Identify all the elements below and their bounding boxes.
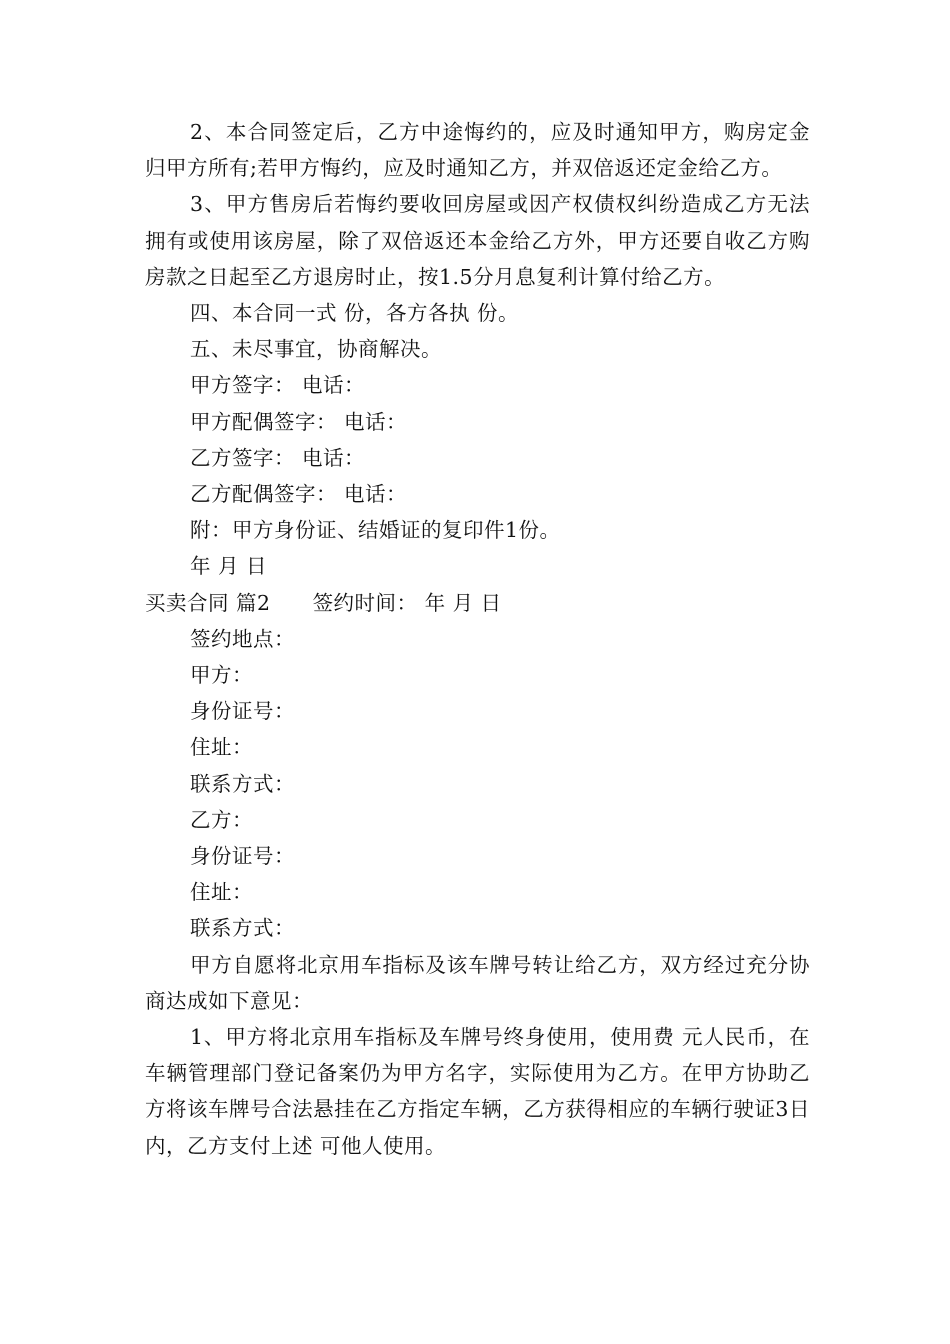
field-party-a: 甲方： — [190, 663, 253, 688]
field-party-b: 乙方： — [190, 807, 253, 832]
sign-time: 签约时间： 年 月 日 — [312, 590, 502, 615]
clause-3: 3、甲方售房后若悔约要收回房屋或因产权债权纠纷造成乙方无法拥有或使用该房屋，除了双倍返还本金给乙方外，甲方还要自收乙方购房款之日起至乙方退房时止，按1.5分月息复利计算付给乙方。 — [145, 192, 810, 289]
attachment-note: 附：甲方身份证、结婚证的复印件1份。 — [190, 518, 561, 543]
field-party-a-contact: 联系方式： — [190, 771, 295, 796]
party-a-signature: 甲方签字： 电话： — [190, 373, 366, 398]
clause-unresolved: 五、未尽事宜，协商解决。 — [190, 337, 442, 362]
date-line: 年 月 日 — [190, 554, 268, 579]
transfer-clause-1: 1、甲方将北京用车指标及车牌号终身使用，使用费 元人民币，在车辆管理部门登记备案仍为甲方名字，实际使用为乙方。在甲方协助乙方将该车牌号合法悬挂在乙方指定车辆，乙方获得相应的车辆行驶证3日内，乙方支付上述 可他人使用。 — [145, 1025, 810, 1158]
field-party-a-id: 身份证号： — [190, 699, 295, 724]
party-a-spouse-signature: 甲方配偶签字： 电话： — [190, 409, 408, 434]
party-b-spouse-signature: 乙方配偶签字： 电话： — [190, 482, 408, 507]
field-party-b-contact: 联系方式： — [190, 916, 295, 941]
field-party-a-address: 住址： — [190, 735, 253, 760]
clause-copies: 四、本合同一式 份，各方各执 份。 — [190, 301, 520, 326]
transfer-intro: 甲方自愿将北京用车指标及该车牌号转让给乙方，双方经过充分协商达成如下意见： — [145, 952, 810, 1013]
field-sign-place: 签约地点： — [190, 626, 295, 651]
section-2-title: 买卖合同 篇2 — [145, 590, 271, 615]
party-b-signature: 乙方签字： 电话： — [190, 445, 366, 470]
section-2-heading-line — [145, 585, 810, 621]
clause-2: 2、本合同签定后，乙方中途悔约的，应及时通知甲方，购房定金归甲方所有;若甲方悔约，应及时通知乙方，并双倍返还定金给乙方。 — [145, 120, 810, 181]
field-party-b-address: 住址： — [190, 880, 253, 905]
field-party-b-id: 身份证号： — [190, 844, 295, 869]
